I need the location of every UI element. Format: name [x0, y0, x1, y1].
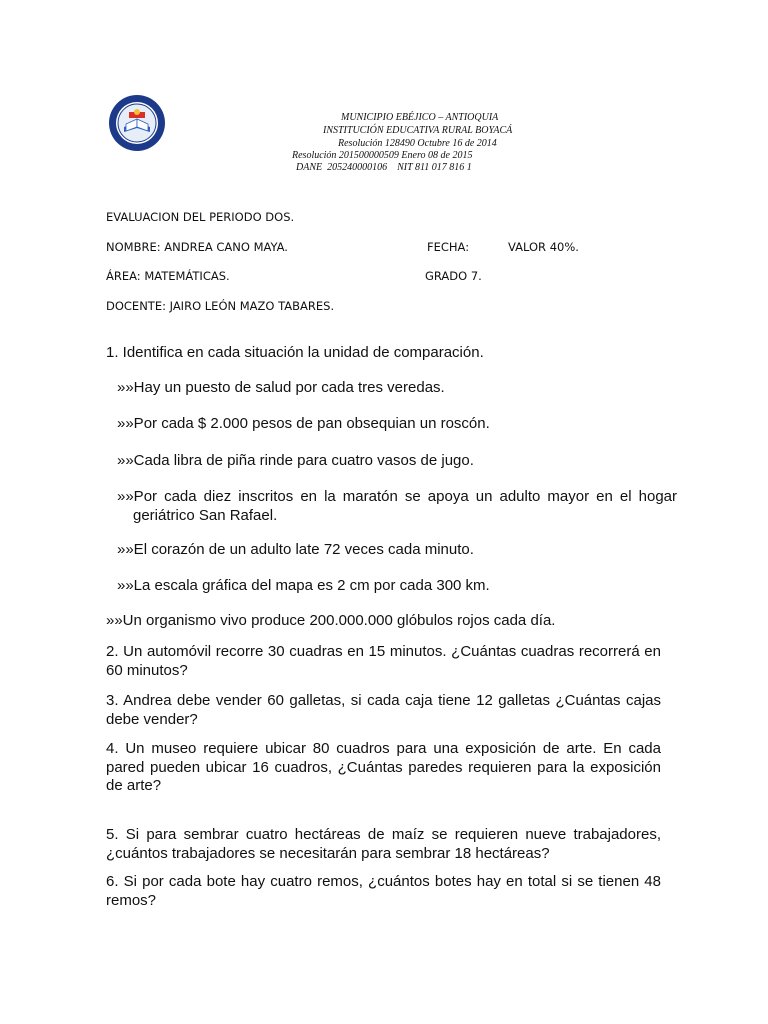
question-1-item-5: »»El corazón de un adulto late 72 veces cada minuto. [117, 541, 474, 558]
date-label: FECHA: [427, 240, 470, 254]
question-1-item-3: »»Cada libra de piña rinde para cuatro vasos de jugo. [117, 452, 474, 469]
question-1-item-6: »»La escala gráfica del mapa es 2 cm por cada 300 km. [117, 577, 490, 594]
question-1-item-1: »»Hay un puesto de salud por cada tres veredas. [117, 379, 445, 396]
evaluation-title: EVALUACION DEL PERIODO DOS. [106, 210, 295, 224]
school-seal-logo [108, 94, 166, 152]
teacher-name: DOCENTE: JAIRO LEÓN MAZO TABARES. [106, 299, 335, 313]
question-1-item-2: »»Por cada $ 2.000 pesos de pan obsequian un roscón. [117, 415, 490, 432]
subject-area: ÁREA: MATEMÁTICAS. [106, 269, 230, 283]
question-3: 3. Andrea debe vender 60 galletas, si cada caja tiene 12 galletas ¿Cuántas cajas debe vender? [106, 692, 661, 728]
question-2: 2. Un automóvil recorre 30 cuadras en 15 minutos. ¿Cuántas cuadras recorrerá en 60 minutos? [106, 643, 661, 679]
value-label: VALOR 40%. [508, 240, 579, 254]
header-municipality: MUNICIPIO EBÉJICO – ANTIOQUIA [341, 112, 499, 123]
header-resolution-1: Resolución 128490 Octubre 16 de 2014 [338, 138, 497, 149]
question-5: 5. Si para sembrar cuatro hectáreas de maíz se requieren nueve trabajadores, ¿cuántos trabajadores se necesitarán para sembrar 18 hectáreas? [106, 826, 661, 862]
header-resolution-2: Resolución 201500000509 Enero 08 de 2015 [292, 150, 473, 161]
student-name: NOMBRE: ANDREA CANO MAYA. [106, 240, 288, 254]
question-1-item-4: »»Por cada diez inscritos en la maratón se apoya un adulto mayor en el hogar geriátrico San Rafael. [117, 488, 677, 524]
header-dane-nit: DANE 205240000106 NIT 811 017 816 1 [296, 162, 472, 173]
question-6: 6. Si por cada bote hay cuatro remos, ¿cuántos botes hay en total si se tienen 48 remos? [106, 873, 661, 909]
question-4: 4. Un museo requiere ubicar 80 cuadros para una exposición de arte. En cada pared pueden ubicar 16 cuadros, ¿Cuántas paredes requieren para la exposición de arte? [106, 740, 661, 794]
question-1: 1. Identifica en cada situación la unidad de comparación. [106, 344, 484, 361]
grade-label: GRADO 7. [425, 269, 482, 283]
question-1-item-7: »»Un organismo vivo produce 200.000.000 glóbulos rojos cada día. [106, 612, 556, 629]
header-institution: INSTITUCIÓN EDUCATIVA RURAL BOYACÁ [323, 125, 513, 136]
